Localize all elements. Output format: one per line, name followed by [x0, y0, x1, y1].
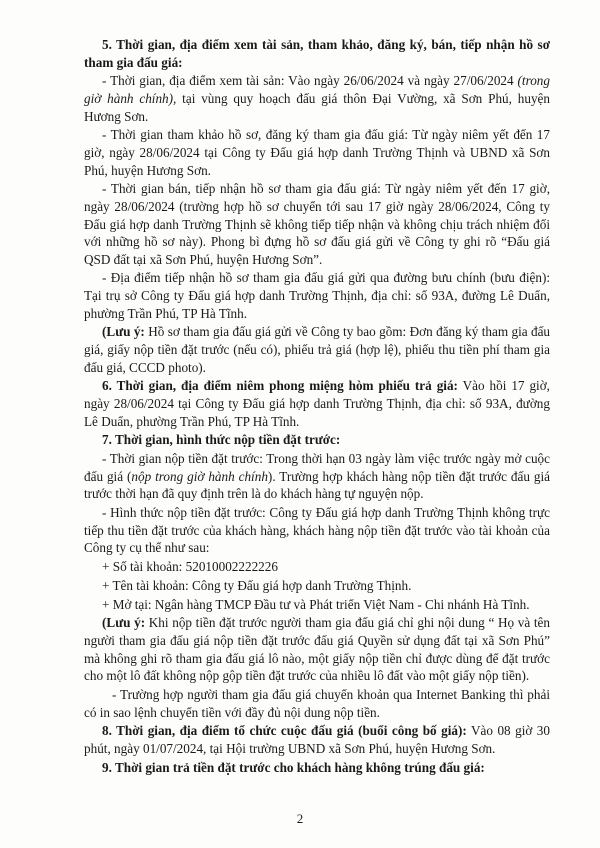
section-5-postal: - Địa điểm tiếp nhận hồ sơ tham gia đấu giá gửi qua đường bưu chính (bưu điện): Tại trụ sở Công ty Đấu giá hợp danh Trường Thịnh, địa chỉ: số 93A, đường Lê Duẩn, phường Trần Phú, TP Hà Tĩnh. — [84, 270, 550, 321]
section-5-registration: - Thời gian tham khảo hồ sơ, đăng ký tham gia đấu giá: Từ ngày niêm yết đến 17 giờ, ngày 28/06/2024 tại Công ty Đấu giá hợp danh Trường Thịnh và UBND xã Sơn Phú, huyện Hương Sơn. — [84, 127, 550, 178]
bank-branch: + Mở tại: Ngân hàng TMCP Đầu tư và Phát triển Việt Nam - Chi nhánh Hà Tĩnh. — [102, 596, 530, 612]
section-7-note: (Lưu ý: Khi nộp tiền đặt trước người tham gia đấu giá chỉ ghi nội dung “ Họ và tên người tham gia đấu giá nộp tiền đặt trước đấu giá Quyền sử dụng đất tại xã Sơn Phú” mà không ghi rõ tham gia đấu giá lô nào, một giấy nộp tiền chỉ được dùng để đặt trước cho một lô đất không nộp gộp tiền đặt trước của nhiều lô đất vào một giấy nộp tiền). — [84, 615, 550, 684]
section-5-heading: 5. Thời gian, địa điểm xem tài sản, tham khảo, đăng ký, bán, tiếp nhận hồ sơ tham gia đấu giá: — [84, 37, 550, 70]
section-5-submission: - Thời gian bán, tiếp nhận hồ sơ tham gia đấu giá: Từ ngày niêm yết đến 17 giờ, ngày 28/06/2024 (trường hợp hồ sơ chuyển tới sau 17 giờ ngày 28/06/2024, Công ty Đấu giá hợp danh Trường Thịnh sẽ không tiếp tiếp nhận và không chịu trách nhiệm đối với những hồ sơ này). Phong bì đựng hồ sơ đấu giá gửi về Công ty ghi rõ “Đấu giá QSD đất tại xã Sơn Phú, huyện Hương Sơn”. — [84, 181, 550, 267]
section-5-note: (Lưu ý: Hồ sơ tham gia đấu giá gửi về Công ty bao gồm: Đơn đăng ký tham gia đấu giá, giấy nộp tiền đặt trước (nếu có), phiếu trả giá (hợp lệ), phiếu thu tiền phí tham gia đấu giá, CCCD photo). — [84, 324, 551, 375]
section-7-method: - Hình thức nộp tiền đặt trước: Công ty Đấu giá hợp danh Trường Thịnh không trực tiếp thu tiền đặt trước của khách hàng, khách hàng nộp tiền đặt trước vào tài khoản của Công ty cụ thể như sau: — [84, 505, 550, 556]
section-7-heading: 7. Thời gian, hình thức nộp tiền đặt trước: — [102, 432, 341, 448]
section-8: 8. Thời gian, địa điểm tổ chức cuộc đấu giá (buổi công bố giá): Vào 08 giờ 30 phút, ngày 01/07/2024, tại Hội trường UBND xã Sơn Phú, huyện Hương Sơn. — [84, 723, 550, 756]
account-number: + Số tài khoản: 52010002222226 — [102, 559, 278, 575]
section-9-heading: 9. Thời gian trả tiền đặt trước cho khách hàng không trúng đấu giá: — [102, 759, 485, 775]
section-7-time: - Thời gian nộp tiền đặt trước: Trong thời hạn 03 ngày làm việc trước ngày mở cuộc đấu giá (nộp trong giờ hành chính). Trường hợp khách hàng nộp tiền đặt trước đấu giá trước thời hạn đã quy định trên là do khách hàng tự nguyện nộp. — [84, 451, 551, 502]
section-7-internet-banking: - Trường hợp người tham gia đấu giá chuyển khoản qua Internet Banking thì phải có in sao lệnh chuyển tiền với đầy đủ nội dung nộp tiền. — [84, 687, 550, 720]
section-5-viewing: - Thời gian, địa điểm xem tài sản: Vào ngày 26/06/2024 và ngày 27/06/2024 (trong giờ hành chính), tại vùng quy hoạch đấu giá thôn Đại Vường, xã Sơn Phú, huyện Hương Sơn. — [84, 73, 550, 124]
page-number: 2 — [296, 811, 304, 826]
section-6: 6. Thời gian, địa điểm niêm phong miệng hòm phiếu trả giá: Vào hồi 17 giờ, ngày 28/06/2024 tại Công ty Đấu giá hợp danh Trường Thịnh, địa chỉ: số 93A, đường Lê Duẩn, phường Trần Phú, TP Hà Tĩnh. — [84, 378, 550, 429]
account-name: + Tên tài khoản: Công ty Đấu giá hợp danh Trường Thịnh. — [102, 577, 412, 593]
